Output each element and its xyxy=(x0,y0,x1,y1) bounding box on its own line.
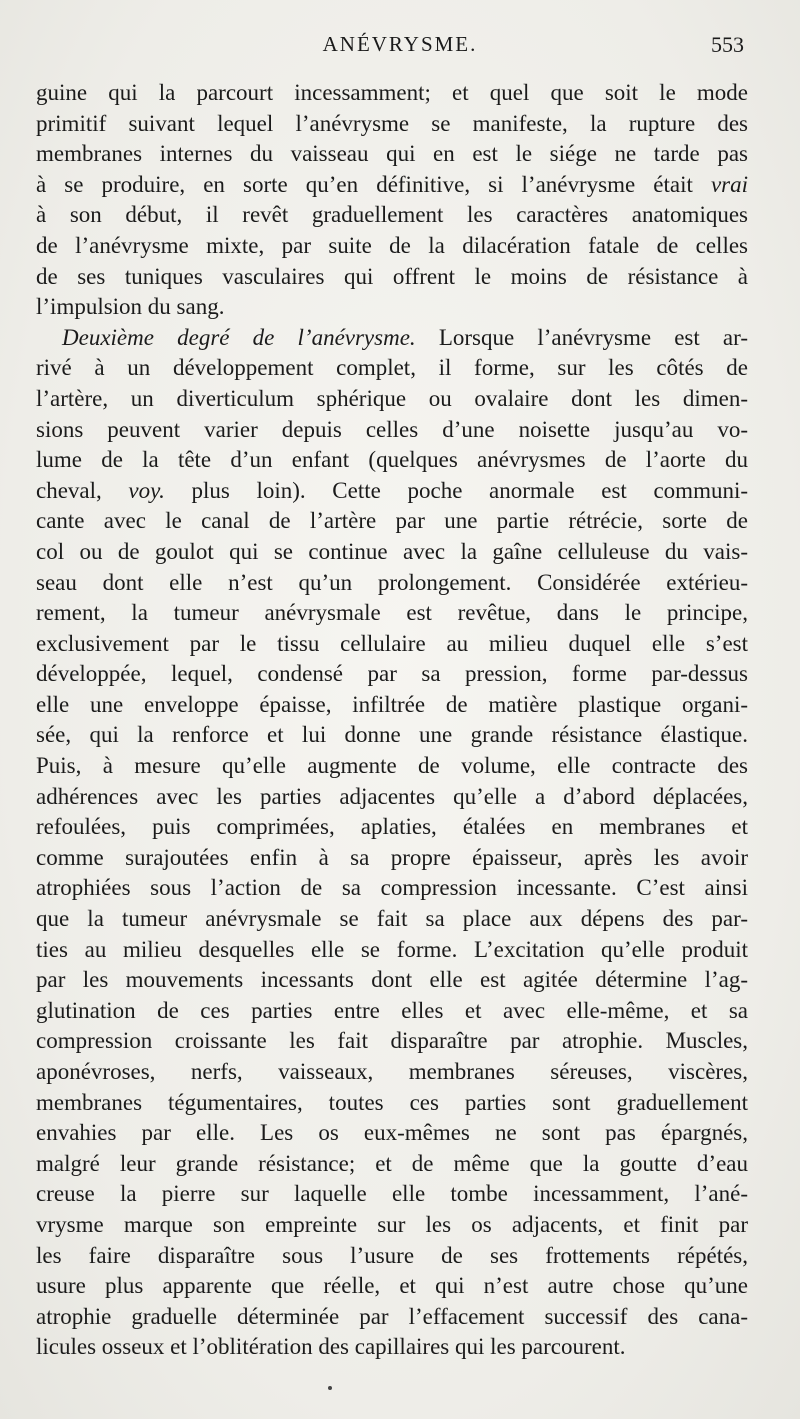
text-segment: guine qui la parcourt incessamment; et quel que soit le mode xyxy=(36,80,748,105)
body-text xyxy=(36,78,748,1363)
text-line xyxy=(36,506,748,537)
text-line xyxy=(36,751,748,782)
text-segment: Lorsque l’anévrysme est ar- xyxy=(415,324,748,350)
text-segment: glutination de ces parties entre elles et avec elle-même, et sa xyxy=(36,997,748,1023)
text-line xyxy=(36,1332,748,1363)
text-segment: envahies par elle. Les os eux-mêmes ne sont pas épargnés, xyxy=(36,1120,748,1146)
text-line xyxy=(36,200,748,231)
text-line xyxy=(36,1026,748,1057)
text-line xyxy=(36,476,748,507)
text-line xyxy=(36,659,748,690)
text-segment: ties au milieu desquelles elle se forme. L’excitation qu’elle produit xyxy=(36,936,748,962)
printing-speck xyxy=(328,1386,332,1390)
text-line xyxy=(36,537,748,568)
text-line xyxy=(36,1149,748,1180)
text-segment: membranes internes du vaisseau qui en est le siége ne tarde pas xyxy=(36,141,748,167)
text-segment: usure plus apparente que réelle, et qui n’est autre chose qu’une xyxy=(36,1273,748,1299)
text-segment: de l’anévrysme mixte, par suite de la dilacération fatale de celles xyxy=(36,232,748,258)
text-segment: creuse la pierre sur laquelle elle tombe incessamment, l’ané- xyxy=(36,1181,748,1207)
text-line xyxy=(36,231,748,262)
page-header xyxy=(0,30,800,64)
text-line xyxy=(36,1210,748,1241)
text-line xyxy=(36,1241,748,1272)
text-line xyxy=(36,598,748,629)
text-segment: cheval, xyxy=(36,477,129,503)
text-segment: l’impulsion du sang. xyxy=(36,294,225,320)
text-segment: rivé à un développement complet, il forme, sur les côtés de xyxy=(36,355,748,381)
text-segment: primitif suivant lequel l’anévrysme se manifeste, la rupture des xyxy=(36,110,748,136)
text-segment: Puis, à mesure qu’elle augmente de volume, elle contracte des xyxy=(36,753,748,779)
text-line xyxy=(36,1179,748,1210)
text-line xyxy=(36,812,748,843)
text-line xyxy=(36,629,748,660)
text-segment: adhérences avec les parties adjacentes qu’elle a d’abord déplacées, xyxy=(36,783,748,809)
text-line xyxy=(36,384,748,415)
text-segment: aponévroses, nerfs, vaisseaux, membranes séreuses, viscères, xyxy=(36,1059,748,1084)
text-segment: seau dont elle n’est qu’un prolongement. Considérée extérieu- xyxy=(36,569,748,595)
text-segment: membranes tégumentaires, toutes ces parties sont graduellement xyxy=(36,1089,748,1115)
text-segment: col ou de goulot qui se continue avec la gaîne celluleuse du vais- xyxy=(36,538,748,564)
text-segment: elle une enveloppe épaisse, infiltrée de matière plastique organi- xyxy=(36,691,748,717)
text-segment: cante avec le canal de l’artère par une partie rétrécie, sorte de xyxy=(36,508,748,534)
italic-text: voy. xyxy=(128,477,165,503)
page-number: 553 xyxy=(711,32,744,57)
text-segment: de ses tuniques vasculaires qui offrent le moins de résistance à xyxy=(36,263,748,289)
text-line xyxy=(36,170,748,201)
text-segment: lume de la tête d’un enfant (quelques anévrysmes de l’aorte du xyxy=(36,447,748,473)
text-segment: l’artère, un diverticulum sphérique ou ovalaire dont les dimen- xyxy=(36,385,748,411)
text-line xyxy=(36,996,748,1027)
text-line xyxy=(36,109,748,140)
text-segment: licules osseux et l’oblitération des capillaires qui les parcourent. xyxy=(36,1334,626,1360)
running-title: ANÉVRYSME. xyxy=(322,32,478,56)
text-segment: comme surajoutées enfin à sa propre épaisseur, après les avoir xyxy=(36,844,748,870)
text-line xyxy=(36,78,748,109)
text-line xyxy=(36,782,748,813)
text-segment: atrophie graduelle déterminée par l’effacement successif des cana- xyxy=(36,1303,748,1329)
text-segment: sions peuvent varier depuis celles d’une noisette jusqu’au vo- xyxy=(36,416,748,442)
italic-text: vrai xyxy=(710,171,748,197)
text-segment: atrophiées sous l’action de sa compression incessante. C’est ainsi xyxy=(36,875,748,901)
text-line xyxy=(36,139,748,170)
text-segment: à son début, il revêt graduellement les caractères anatomiques xyxy=(36,202,748,228)
text-line xyxy=(36,935,748,966)
text-segment: exclusivement par le tissu cellulaire au milieu duquel elle s’est xyxy=(36,630,748,656)
text-segment: vrysme marque son empreinte sur les os adjacents, et finit par xyxy=(36,1211,748,1237)
text-line xyxy=(36,292,748,323)
text-segment: sée, qui la renforce et lui donne une grande résistance élastique. xyxy=(36,722,748,748)
text-line xyxy=(36,904,748,935)
text-segment: refoulées, puis comprimées, aplaties, étalées en membranes et xyxy=(36,814,748,840)
text-line xyxy=(36,1057,748,1088)
text-line xyxy=(36,262,748,293)
text-line xyxy=(36,843,748,874)
text-segment: rement, la tumeur anévrysmale est revêtue, dans le principe, xyxy=(36,600,748,626)
text-line xyxy=(36,873,748,904)
text-segment: compression croissante les fait disparaître par atrophie. Muscles, xyxy=(36,1028,748,1054)
text-segment: à se produire, en sorte qu’en définitive, si l’anévrysme était xyxy=(36,171,711,197)
text-segment: plus loin). Cette poche anormale est communi- xyxy=(164,477,748,503)
text-segment: développée, lequel, condensé par sa pression, forme par-dessus xyxy=(36,661,748,687)
text-line xyxy=(36,568,748,599)
text-segment: malgré leur grande résistance; et de même que la goutte d’eau xyxy=(36,1150,748,1176)
text-line xyxy=(36,965,748,996)
text-line xyxy=(36,323,748,354)
text-line xyxy=(36,445,748,476)
text-line xyxy=(36,353,748,384)
text-line xyxy=(36,1271,748,1302)
text-segment: que la tumeur anévrysmale se fait sa place aux dépens des par- xyxy=(36,906,748,932)
text-segment: par les mouvements incessants dont elle est agitée détermine l’ag- xyxy=(36,967,748,993)
text-line xyxy=(36,690,748,721)
text-line xyxy=(36,720,748,751)
text-line xyxy=(36,1088,748,1119)
italic-text: Deuxième degré de l’anévrysme. xyxy=(62,324,416,350)
text-line xyxy=(36,1302,748,1333)
text-segment: les faire disparaître sous l’usure de ses frottements répétés, xyxy=(36,1242,748,1268)
text-line xyxy=(36,1118,748,1149)
text-line xyxy=(36,415,748,446)
